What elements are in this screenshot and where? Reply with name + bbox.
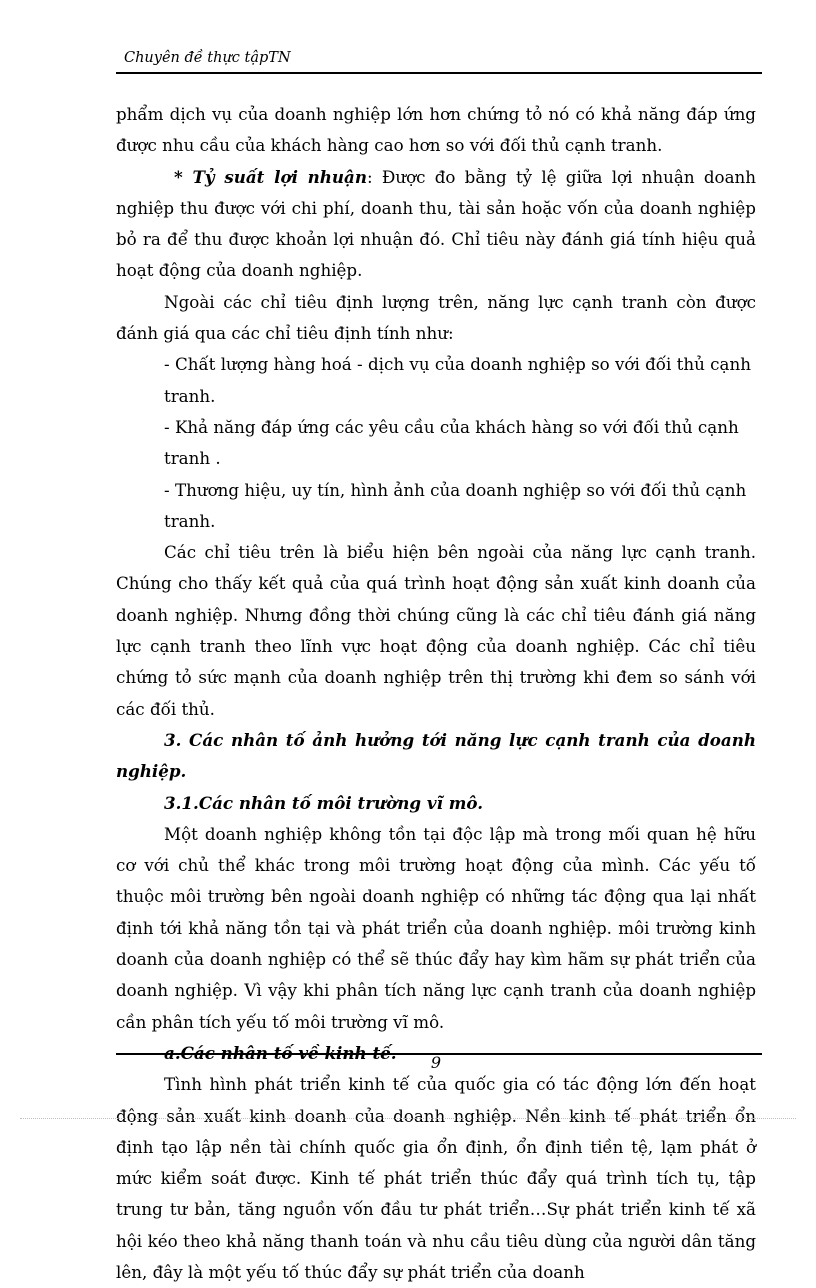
term-definition: : Được đo bằng tỷ lệ giữa lợi nhuận doanh nghiệp thu được với chi phí, doanh thu, tài sản hoặc vốn của doanh nghiệp bỏ ra để thu được khoản lợi nhuận đó. Chỉ tiêu này đánh giá tính hiệu quả hoạt động của doanh nghiệp. <box>116 166 757 281</box>
paragraph: phẩm dịch vụ của doanh nghiệp lớn hơn chứng tỏ nó có khả năng đáp ứng được nhu cầu của khách hàng cao hơn so với đối thủ cạnh tranh. <box>116 104 756 156</box>
paragraph: Ngoài các chỉ tiêu định lượng trên, năng lực cạnh tranh còn được đánh giá qua các chỉ tiêu định tính như: <box>116 291 756 344</box>
subsubsection-heading: a.Các nhân tố về kinh tế. <box>164 1042 397 1063</box>
header-title: Chuyên đề thực tậpTN <box>124 50 291 66</box>
paragraph: Một doanh nghiệp không tồn tại độc lập mà trong mối quan hệ hữu cơ với chủ thể khác trong môi trường hoạt động của mình. Các yếu tố thuộc môi trường bên ngoài doanh nghiệp có những tác động qua lại nhất định tới khả năng tồn tại và phát triển của doanh nghiệp. môi trường kinh doanh của doanh nghiệp có thể sẽ thúc đẩy hay kìm hãm sự phát triển của doanh nghiệp. Vì vậy khi phân tích năng lực cạnh tranh của doanh nghiệp cần phân tích yếu tố môi trường vĩ mô. <box>116 823 756 1032</box>
paragraph: Các chỉ tiêu trên là biểu hiện bên ngoài của năng lực cạnh tranh. Chúng cho thấy kết quả của quá trình hoạt động sản xuất kinh doanh của doanh nghiệp. Nhưng đồng thời chúng cũng là các chỉ tiêu đánh giá năng lực cạnh tranh theo lĩnh vực hoạt động của doanh nghiệp. Các chỉ tiêu chứng tỏ sức mạnh của doanh nghiệp trên thị trường khi đem so sánh với các đối thủ. <box>116 542 756 719</box>
bullet-item: - Chất lượng hàng hoá - dịch vụ của doanh nghiệp so với đối thủ cạnh tranh. <box>164 354 751 406</box>
term-lead: * Tỷ suất lợi nhuận <box>174 166 367 187</box>
section-heading: 3. Các nhân tố ảnh hưởng tới năng lực cạnh tranh của doanh nghiệp. <box>116 729 756 782</box>
paragraph: Tình hình phát triển kinh tế của quốc gia có tác động lớn đến hoạt động sản xuất kinh doanh của doanh nghiệp. Nền kinh tế phát triển ổn định tạo lập nền tài chính quốc gia ổn định, ổn định tiền tệ, lạm phát ở mức kiểm soát được. Kinh tế phát triển thúc đẩy quá trình tích tụ, tập trung tư bản, tăng nguồn vốn đầu tư phát triển…Sự phát triển kinh tế xã hội kéo theo khả năng thanh toán và nhu cầu tiêu dùng của người dân tăng lên, đây là một yếu tố thúc đẩy sự phát triển của doanh <box>116 1074 756 1282</box>
page-number: 9 <box>430 1053 442 1072</box>
paragraph-profit-rate <box>116 162 756 287</box>
bullet-item: - Thương hiệu, uy tín, hình ảnh của doanh nghiệp so với đối thủ cạnh tranh. <box>164 479 747 531</box>
subsection-heading: 3.1.Các nhân tố môi trường vĩ mô. <box>164 792 484 813</box>
document-body <box>116 99 756 1288</box>
bullet-item: - Khả năng đáp ứng các yêu cầu của khách hàng so với đối thủ cạnh tranh . <box>164 416 739 469</box>
page-edge-divider <box>20 1118 796 1119</box>
page-header <box>116 48 762 74</box>
